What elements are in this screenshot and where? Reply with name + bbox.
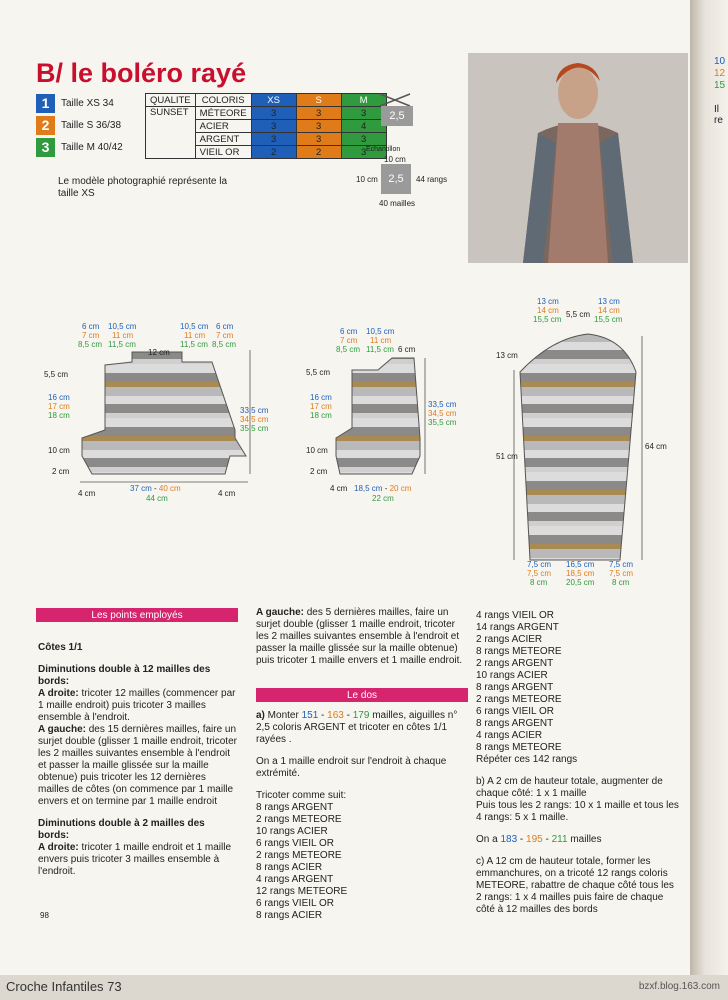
dim-label: 7,5 cm	[609, 560, 634, 569]
step-label: a)	[256, 710, 265, 721]
edge-text: Il re	[714, 104, 723, 126]
dim-label: 13 cm	[496, 351, 518, 360]
row-item: 12 rangs METEORE	[256, 886, 348, 897]
dim-label: 13 cm	[537, 297, 559, 306]
dim-xs: 18,5 cm	[354, 484, 383, 493]
edge-number: 15	[714, 80, 726, 91]
paragraph: Répéter ces 142 rangs	[476, 754, 578, 765]
qty-cell: 3	[251, 107, 296, 120]
dim-label: 11,5 cm	[366, 345, 394, 354]
dim-label: 5,5 cm	[566, 310, 591, 319]
row-item: 6 rangs VIEIL OR	[476, 706, 554, 717]
dim-s: 40 cm	[158, 484, 181, 493]
size-s	[36, 115, 121, 135]
model-photo	[468, 53, 688, 263]
dim-label: 10 cm	[306, 446, 328, 455]
paragraph: tricoter 1 maille endroit et 1 maille envers puis tricoter 3 mailles ensemble à l'endroit.	[38, 842, 232, 877]
row-item: 6 rangs VIEIL OR	[256, 838, 334, 849]
heading-dim12: Diminutions double à 12 mailles des bords:	[38, 664, 211, 687]
row-item: 8 rangs ACIER	[256, 862, 323, 873]
color-cell: ARGENT	[195, 133, 251, 146]
row-item: 6 rangs VIEIL OR	[256, 898, 334, 909]
dim-label: 6 cm	[398, 345, 416, 354]
dim-label: 14 cm	[598, 306, 620, 315]
count-m: 211	[551, 834, 568, 845]
dim-label: 10,5 cm	[180, 322, 209, 331]
dim-label: 18 cm	[310, 411, 332, 420]
edge-number: 10	[714, 56, 726, 67]
dim-xs: 37 cm	[130, 484, 152, 493]
dim-label: 35,5 cm	[240, 424, 269, 433]
qty-cell: 4	[341, 120, 386, 133]
edge-number: 12	[714, 68, 726, 79]
dim-label: 16 cm	[310, 393, 332, 402]
yarn-table	[145, 93, 387, 159]
echantillon-swatch: 2,5	[381, 164, 411, 194]
dim-label: 10,5 cm	[366, 327, 395, 336]
size-label: Taille M 40/42	[61, 141, 123, 153]
qty-cell: 3	[341, 133, 386, 146]
dim-label: 51 cm	[496, 452, 518, 461]
paragraph: On a	[476, 834, 501, 845]
paragraph: c) A 12 cm de hauteur totale, former les emmanchures, on a tricoté 12 rangs coloris METEORE, rabattre de chaque côté tous les 2 rangs: 1 x 4 mailles puis faire de chaque côté à 12 mailles des bords	[476, 856, 674, 915]
row-item: 8 rangs ARGENT	[476, 718, 554, 729]
size-number-badge: 1	[36, 94, 55, 113]
dim-label: 11,5 cm	[180, 340, 208, 349]
dim-label: 22 cm	[372, 494, 394, 503]
dim-label: 7,5 cm	[527, 560, 552, 569]
size-number-badge: 2	[36, 116, 55, 135]
footer	[0, 975, 728, 1000]
heading-dim2: Diminutions double à 2 mailles des bords:	[38, 818, 205, 841]
dim-label: 11 cm	[370, 336, 392, 345]
qty-cell: 3	[341, 107, 386, 120]
dim-label: 15,5 cm	[533, 315, 562, 324]
header-xs: XS	[251, 94, 296, 107]
qty-cell: 3	[251, 120, 296, 133]
qty-cell: 3	[251, 133, 296, 146]
color-cell: MÉTEORE	[195, 107, 251, 120]
dim-label: 7 cm	[340, 336, 358, 345]
row-list	[476, 610, 682, 754]
dim-label: 7 cm	[216, 331, 234, 340]
size-m	[36, 137, 123, 157]
dim-label: 4 cm	[78, 489, 96, 498]
echantillon-left: 10 cm	[356, 175, 378, 184]
dim-label: 2 cm	[52, 467, 70, 476]
magazine-title: Croche Infantiles 73	[6, 979, 122, 994]
echantillon-right: 44 rangs	[416, 175, 448, 184]
color-cell: VIEIL OR	[195, 146, 251, 159]
size-label: Taille S 36/38	[61, 119, 122, 131]
count-s: 163	[327, 710, 344, 721]
dim-label: 8,5 cm	[212, 340, 237, 349]
dim-label: 10 cm	[48, 446, 70, 455]
col2-body: a) Monter 151 - 163 - 179 mailles, aiguilles n° 2,5 coloris ARGENT et tricoter en côtes 1/1 rayées . On a 1 maille endroit sur l'endroit à chaque extrémité. Tricoter comme suit: 8 rangs ARGENT 2 rangs METEORE 10 rangs ACIER 6 rangs VIEIL OR 2 rangs METEORE 8 rangs ACIER 4 rangs ARGENT 12 rangs METEORE 6 rangs VIEIL OR 8 rangs ACIER	[256, 710, 468, 922]
count-m: 179	[352, 710, 370, 721]
col2-text	[256, 607, 468, 677]
row-item: 2 rangs ARGENT	[476, 658, 554, 669]
dim-label: 7,5 cm	[527, 569, 552, 578]
dim-label: 64 cm	[645, 442, 667, 451]
dim-label: 4 cm	[330, 484, 348, 493]
row-item: 8 rangs METEORE	[476, 646, 562, 657]
row-item: 14 rangs ARGENT	[476, 622, 559, 633]
subheading-left: A gauche:	[38, 724, 86, 735]
col3-text: 4 rangs VIEIL OR 14 rangs ARGENT 2 rangs ACIER 8 rangs METEORE 2 rangs ARGENT 10 rangs ACIER 8 rangs ARGENT 2 rangs METEORE 6 rangs VIEIL OR 8 rangs ARGENT 4 rangs ACIER 8 rangs METEORE Répéter ces 142 rangs b) A 2 cm de hauteur totale, augmenter de chaque côté: 1 x 1 maille Puis tous les 2 rangs: 10 x 1 maille et tous les 4 rangs: 5 x 1 maille. On a 183 - 195 - 211 mailles c) A 12 cm de hauteur totale, former les emmanchures, on a tricoté 12 rangs coloris METEORE, rabattre de chaque côté tous les 2 rangs: 1 x 4 mailles puis faire de chaque côté à 12 mailles des bords	[476, 610, 682, 926]
page-title: B/ le boléro rayé	[36, 58, 247, 88]
qty-cell: 2	[251, 146, 296, 159]
dim-label: 14 cm	[537, 306, 559, 315]
dim-label: 7,5 cm	[609, 569, 634, 578]
row-item: 8 rangs ARGENT	[476, 682, 554, 693]
dim-label: 6 cm	[216, 322, 234, 331]
quality-cell: SUNSET	[146, 107, 196, 159]
dim-label: 33,5 cm	[240, 406, 269, 415]
row-item: 8 rangs METEORE	[476, 742, 562, 753]
subheading-left: A gauche:	[256, 607, 304, 618]
paragraph: On a 1 maille endroit sur l'endroit à chaque extrémité.	[256, 756, 447, 779]
size-number-badge: 3	[36, 138, 55, 157]
row-item: 2 rangs ACIER	[476, 634, 543, 645]
dim-label: 2 cm	[310, 467, 328, 476]
dim-label: 8 cm	[530, 578, 548, 587]
dim-label: 35,5 cm	[428, 418, 457, 427]
dim-label: 18,5 cm - 20 cm	[354, 484, 412, 493]
row-item: 2 rangs METEORE	[256, 850, 342, 861]
header-m: M	[341, 94, 386, 107]
row-item: 4 rangs ACIER	[476, 730, 543, 741]
dim-label: 11 cm	[112, 331, 134, 340]
section-bar-points: Les points employés	[36, 608, 238, 622]
dim-label: 8 cm	[612, 578, 630, 587]
row-item: 8 rangs ARGENT	[256, 802, 334, 813]
paragraph: Tricoter comme suit:	[256, 790, 347, 801]
dim-label: 10,5 cm	[108, 322, 137, 331]
qty-cell: 3	[296, 120, 341, 133]
row-item: 8 rangs ACIER	[256, 910, 323, 921]
paragraph: mailles, aiguilles n° 2,5 coloris ARGENT et tricoter en côtes 1/1 rayées .	[256, 710, 458, 745]
dim-label: 12 cm	[148, 348, 170, 357]
dim-label: 17 cm	[48, 402, 70, 411]
dim-label: 11,5 cm	[108, 340, 136, 349]
paragraph: tricoter 12 mailles (commencer par 1 maille endroit) puis tricoter 3 mailles ensemble à l'endroit.	[38, 688, 236, 723]
qty-cell: 2	[296, 146, 341, 159]
dim-label: 34,5 cm	[240, 415, 269, 424]
dim-label: 44 cm	[146, 494, 168, 503]
row-item: 2 rangs METEORE	[476, 694, 562, 705]
back-piece	[82, 352, 246, 474]
dim-label: 17 cm	[310, 402, 332, 411]
paragraph: b) A 2 cm de hauteur totale, augmenter de chaque côté: 1 x 1 maille	[476, 776, 663, 799]
page-spine	[690, 0, 728, 1000]
sleeve-piece	[520, 334, 636, 560]
qty-cell: 3	[341, 146, 386, 159]
size-xs	[36, 93, 114, 113]
dim-label: 5,5 cm	[306, 368, 331, 377]
col1-text	[38, 642, 238, 888]
paragraph: mailles	[567, 834, 602, 845]
section-bar-dos: Le dos	[256, 688, 468, 702]
dim-label: 34,5 cm	[428, 409, 457, 418]
watermark: bzxf.blog.163.com	[638, 981, 720, 992]
color-cell: ACIER	[195, 120, 251, 133]
dim-label: 5,5 cm	[44, 370, 69, 379]
qty-cell: 3	[296, 133, 341, 146]
qty-cell: 3	[296, 107, 341, 120]
subheading-right: A droite:	[38, 842, 79, 853]
heading-cotes: Côtes 1/1	[38, 642, 83, 653]
header-s: S	[296, 94, 341, 107]
dim-label: 11 cm	[184, 331, 206, 340]
paragraph: Puis tous les 2 rangs: 10 x 1 maille et tous les 4 rangs: 5 x 1 maille.	[476, 800, 679, 823]
dim-label: 16 cm	[48, 393, 70, 402]
header-colors: COLORIS	[195, 94, 251, 107]
page-number: 98	[40, 911, 49, 920]
row-list	[256, 802, 468, 922]
dim-label: 15,5 cm	[594, 315, 623, 324]
model-note: Le modèle photographié représente la taille XS	[58, 176, 228, 199]
front-piece	[336, 358, 420, 474]
dim-label: 7 cm	[82, 331, 100, 340]
row-item: 4 rangs ARGENT	[256, 874, 334, 885]
header-quality: QUALITE	[146, 94, 196, 107]
dim-label: 13 cm	[598, 297, 620, 306]
row-item: 10 rangs ACIER	[476, 670, 548, 681]
row-item: 10 rangs ACIER	[256, 826, 328, 837]
paragraph: des 15 dernières mailles, faire un surjet double (glisser 1 maille endroit, tricoter les 2 mailles suivantes ensemble à l'endroit et passer la maille glissée sur la maille obtenue) puis tricoter les 12 dernières mailles de côtes (on commence par 1 maille envers et on termine par 1 maille endroit	[38, 724, 237, 807]
dim-label: 20,5 cm	[566, 578, 595, 587]
dim-label: 8,5 cm	[336, 345, 361, 354]
size-label: Taille XS 34	[61, 97, 114, 109]
dim-label: 6 cm	[82, 322, 100, 331]
needle-size: 2,5	[381, 106, 413, 126]
dim-label: 18,5 cm	[566, 569, 595, 578]
paragraph: Monter	[264, 710, 302, 721]
row-item: 2 rangs METEORE	[256, 814, 342, 825]
dim-label: 4 cm	[218, 489, 236, 498]
paragraph: des 5 dernières mailles, faire un surjet double (glisser 1 maille endroit, tricoter les 2 mailles suivantes ensemble à l'endroit et passer la maille glissée sur la maille obtenue) puis tricoter 1 maille envers et 1 maille endroit.	[256, 607, 463, 666]
echantillon-top: 10 cm	[384, 155, 406, 164]
echantillon-label: Echantillon	[366, 146, 401, 153]
count-s: 195	[526, 834, 543, 845]
echantillon-bottom: 40 mailles	[379, 199, 416, 208]
subheading-right: A droite:	[38, 688, 79, 699]
dim-label: 33,5 cm	[428, 400, 457, 409]
dim-s: 20 cm	[389, 484, 412, 493]
dim-label: 8,5 cm	[78, 340, 103, 349]
count-xs: 151	[301, 710, 319, 721]
row-item: 4 rangs VIEIL OR	[476, 610, 554, 621]
dim-label: 18 cm	[48, 411, 70, 420]
dim-label: 37 cm - 40 cm	[130, 484, 181, 493]
count-xs: 183	[500, 834, 518, 845]
dim-label: 6 cm	[340, 327, 358, 336]
dim-label: 16,5 cm	[566, 560, 595, 569]
